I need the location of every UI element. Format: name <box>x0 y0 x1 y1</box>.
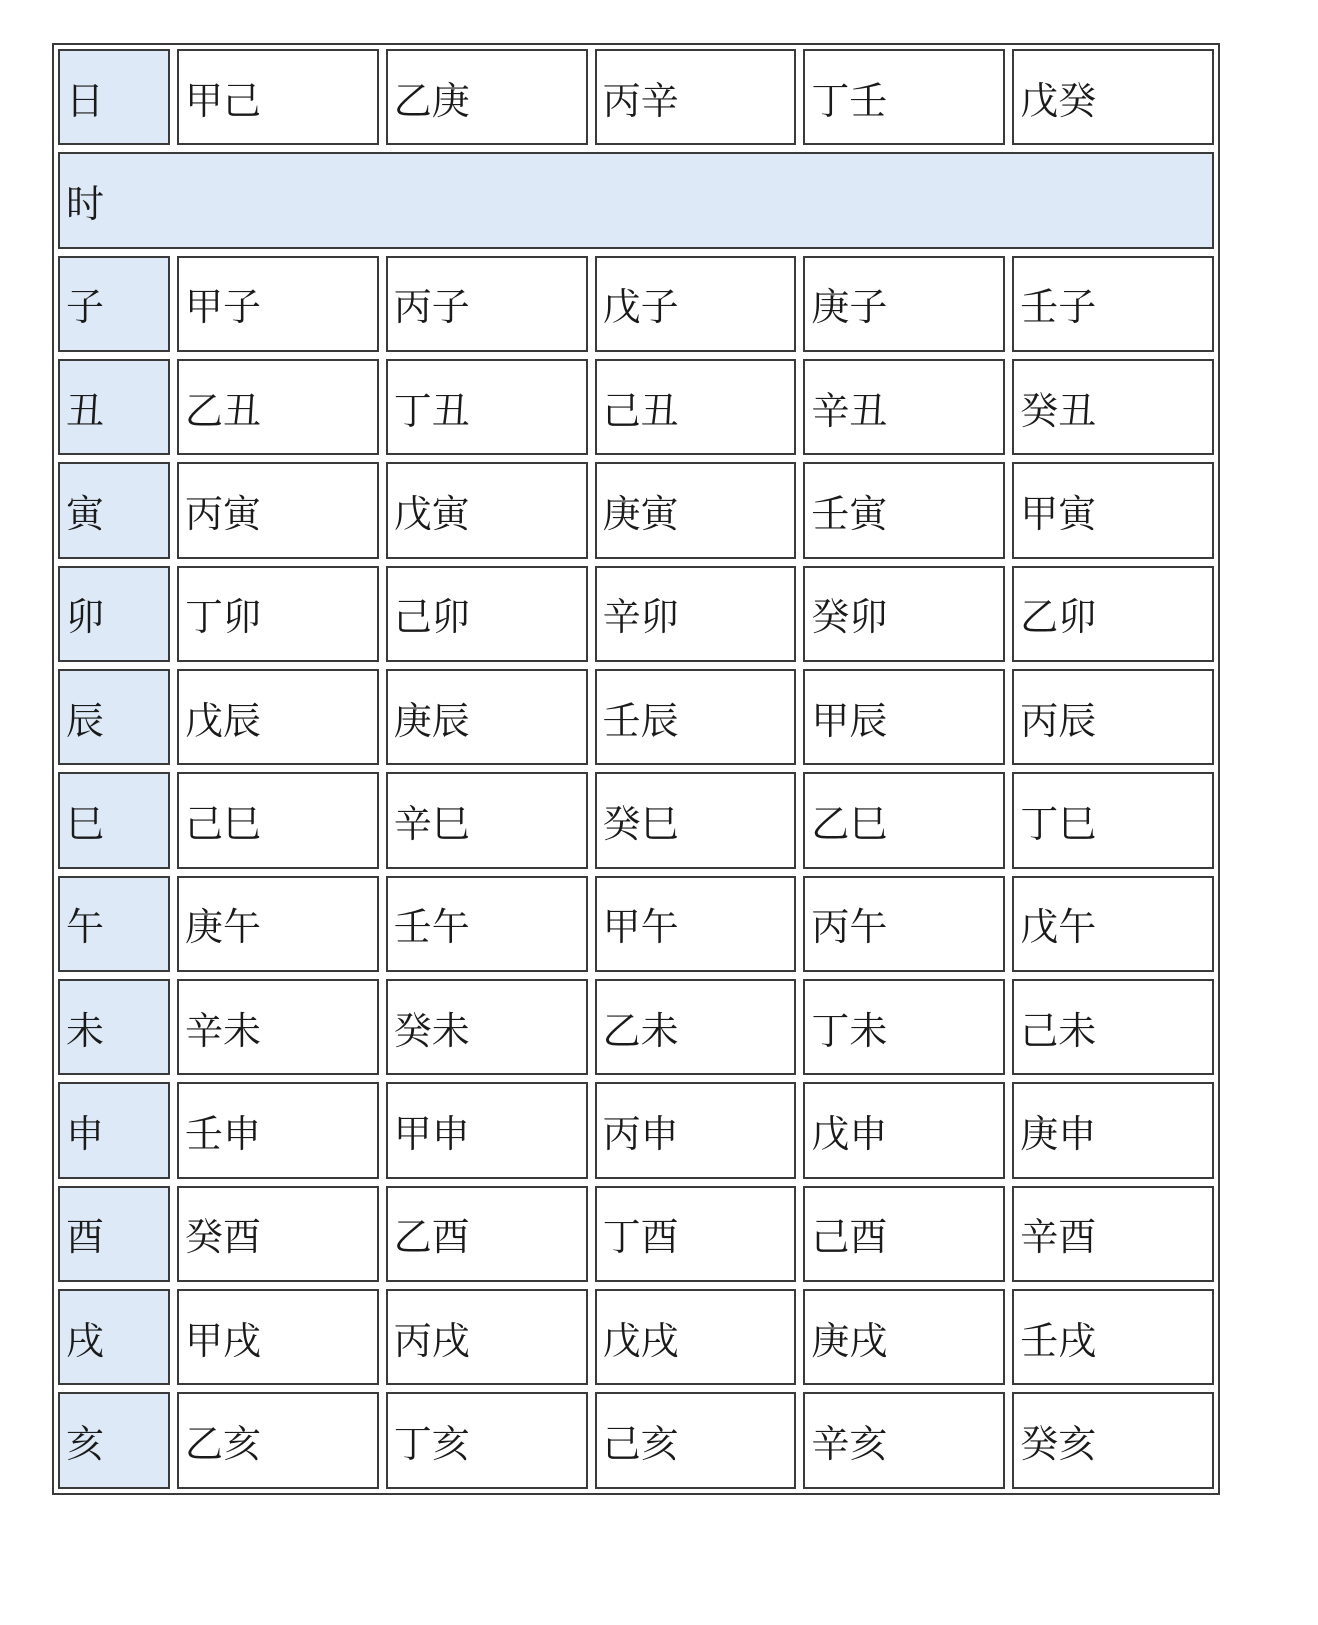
hour-section-row <box>58 152 1214 248</box>
table-body <box>58 49 1214 1489</box>
hour-ganzhi-cell: 己卯 <box>386 566 588 662</box>
hour-row <box>58 462 1214 558</box>
day-stem-pair-cell: 丙辛 <box>595 49 797 145</box>
hour-ganzhi-cell: 辛卯 <box>595 566 797 662</box>
hour-branch-label-cell: 丑 <box>58 359 170 455</box>
hour-ganzhi-cell: 甲戌 <box>177 1289 379 1385</box>
hour-ganzhi-cell: 甲申 <box>386 1082 588 1178</box>
hour-row <box>58 979 1214 1075</box>
hour-ganzhi-cell: 丁亥 <box>386 1392 588 1489</box>
hour-ganzhi-cell: 庚午 <box>177 876 379 972</box>
hour-branch-label-cell: 辰 <box>58 669 170 765</box>
hour-ganzhi-cell: 己巳 <box>177 772 379 868</box>
hour-row <box>58 359 1214 455</box>
hour-ganzhi-cell: 庚戌 <box>803 1289 1005 1385</box>
hour-ganzhi-cell: 庚申 <box>1012 1082 1214 1178</box>
hour-ganzhi-cell: 丙寅 <box>177 462 379 558</box>
hour-ganzhi-cell: 乙卯 <box>1012 566 1214 662</box>
hour-branch-label-cell: 子 <box>58 256 170 352</box>
hour-ganzhi-cell: 戊午 <box>1012 876 1214 972</box>
day-stem-header-row <box>58 49 1214 145</box>
hour-ganzhi-cell: 戊子 <box>595 256 797 352</box>
hour-ganzhi-cell: 甲子 <box>177 256 379 352</box>
hour-ganzhi-cell: 丁未 <box>803 979 1005 1075</box>
hour-ganzhi-cell: 丁卯 <box>177 566 379 662</box>
hour-branch-label-cell: 寅 <box>58 462 170 558</box>
hour-branch-label-cell: 申 <box>58 1082 170 1178</box>
hour-ganzhi-cell: 癸酉 <box>177 1186 379 1282</box>
hour-ganzhi-cell: 乙未 <box>595 979 797 1075</box>
day-stem-pair-cell: 丁壬 <box>803 49 1005 145</box>
day-stem-pair-cell: 甲己 <box>177 49 379 145</box>
hour-ganzhi-cell: 乙酉 <box>386 1186 588 1282</box>
hour-ganzhi-cell: 庚寅 <box>595 462 797 558</box>
hour-ganzhi-cell: 丁丑 <box>386 359 588 455</box>
hour-section-label-cell: 时 <box>58 152 1214 248</box>
hour-ganzhi-cell: 庚子 <box>803 256 1005 352</box>
hour-row <box>58 1082 1214 1178</box>
hour-branch-label-cell: 酉 <box>58 1186 170 1282</box>
hour-ganzhi-cell: 癸卯 <box>803 566 1005 662</box>
day-stem-pair-cell: 戊癸 <box>1012 49 1214 145</box>
hour-ganzhi-cell: 乙亥 <box>177 1392 379 1489</box>
hour-branch-label-cell: 戌 <box>58 1289 170 1385</box>
hour-row <box>58 1289 1214 1385</box>
hour-ganzhi-cell: 丙辰 <box>1012 669 1214 765</box>
hour-branch-label-cell: 巳 <box>58 772 170 868</box>
hour-ganzhi-cell: 壬寅 <box>803 462 1005 558</box>
hour-branch-label-cell: 卯 <box>58 566 170 662</box>
hour-row <box>58 1186 1214 1282</box>
hour-ganzhi-cell: 癸亥 <box>1012 1392 1214 1489</box>
hour-row <box>58 1392 1214 1489</box>
hour-ganzhi-cell: 辛酉 <box>1012 1186 1214 1282</box>
day-stem-pair-cell: 乙庚 <box>386 49 588 145</box>
hour-row <box>58 669 1214 765</box>
hour-ganzhi-cell: 己亥 <box>595 1392 797 1489</box>
hour-ganzhi-cell: 壬子 <box>1012 256 1214 352</box>
hour-ganzhi-cell: 壬辰 <box>595 669 797 765</box>
hour-ganzhi-cell: 壬申 <box>177 1082 379 1178</box>
hour-ganzhi-cell: 戊申 <box>803 1082 1005 1178</box>
hour-ganzhi-cell: 辛未 <box>177 979 379 1075</box>
hour-ganzhi-cell: 辛丑 <box>803 359 1005 455</box>
hour-row <box>58 566 1214 662</box>
hour-ganzhi-cell: 甲辰 <box>803 669 1005 765</box>
day-label-cell: 日 <box>58 49 170 145</box>
hour-ganzhi-cell: 辛亥 <box>803 1392 1005 1489</box>
hour-ganzhi-cell: 戊戌 <box>595 1289 797 1385</box>
hour-ganzhi-cell: 甲寅 <box>1012 462 1214 558</box>
hour-ganzhi-cell: 丙戌 <box>386 1289 588 1385</box>
hour-branch-label-cell: 午 <box>58 876 170 972</box>
hour-ganzhi-cell: 甲午 <box>595 876 797 972</box>
hour-ganzhi-cell: 己酉 <box>803 1186 1005 1282</box>
hour-row <box>58 256 1214 352</box>
hour-ganzhi-cell: 辛巳 <box>386 772 588 868</box>
hour-ganzhi-cell: 丁酉 <box>595 1186 797 1282</box>
hour-ganzhi-cell: 戊辰 <box>177 669 379 765</box>
hour-ganzhi-cell: 壬午 <box>386 876 588 972</box>
hour-ganzhi-cell: 丙午 <box>803 876 1005 972</box>
hour-row <box>58 876 1214 972</box>
hour-ganzhi-cell: 癸未 <box>386 979 588 1075</box>
hour-ganzhi-cell: 乙巳 <box>803 772 1005 868</box>
hour-ganzhi-cell: 己未 <box>1012 979 1214 1075</box>
hour-ganzhi-cell: 癸巳 <box>595 772 797 868</box>
hour-ganzhi-cell: 丙子 <box>386 256 588 352</box>
hour-ganzhi-cell: 庚辰 <box>386 669 588 765</box>
hour-branch-label-cell: 未 <box>58 979 170 1075</box>
ganzhi-hour-table-container <box>52 43 1220 1495</box>
hour-ganzhi-cell: 戊寅 <box>386 462 588 558</box>
hour-ganzhi-cell: 丙申 <box>595 1082 797 1178</box>
hour-ganzhi-cell: 乙丑 <box>177 359 379 455</box>
hour-ganzhi-cell: 癸丑 <box>1012 359 1214 455</box>
hour-ganzhi-cell: 丁巳 <box>1012 772 1214 868</box>
hour-row <box>58 772 1214 868</box>
ganzhi-hour-table <box>51 42 1221 1496</box>
hour-branch-label-cell: 亥 <box>58 1392 170 1489</box>
hour-ganzhi-cell: 己丑 <box>595 359 797 455</box>
hour-ganzhi-cell: 壬戌 <box>1012 1289 1214 1385</box>
